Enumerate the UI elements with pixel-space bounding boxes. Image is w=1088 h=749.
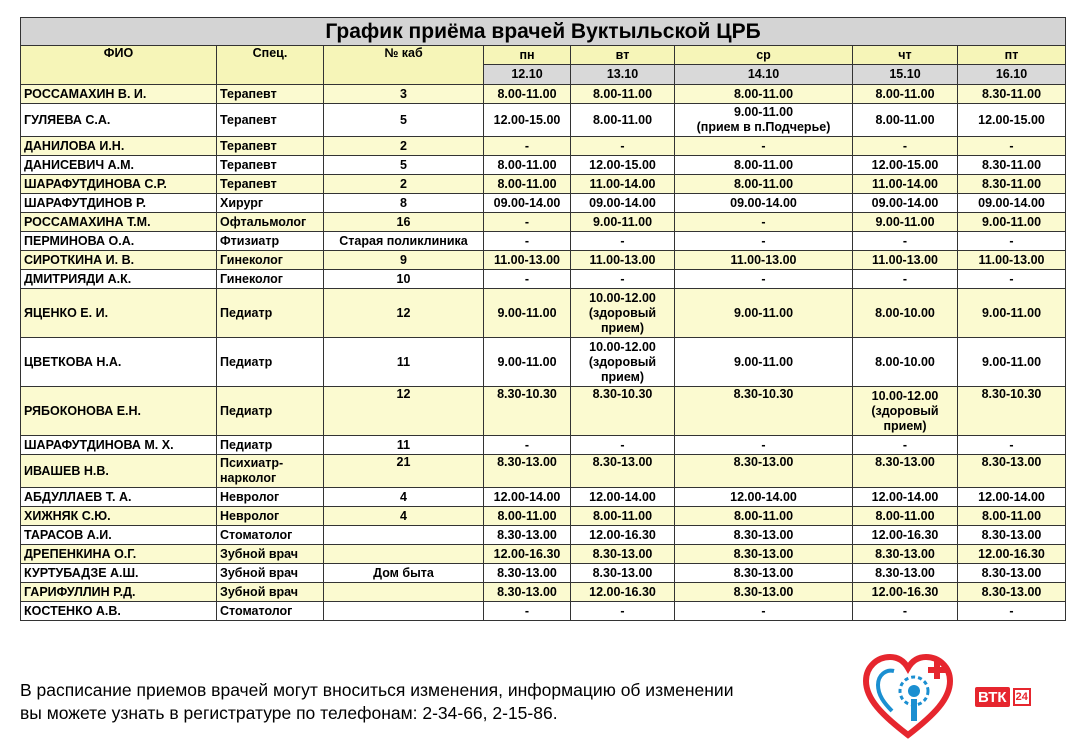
doctor-spec: Педиатр [217,436,324,455]
schedule-mon: - [484,137,571,156]
schedule-time: 10.00-12.00 [589,339,656,354]
doctor-spec [217,455,324,488]
schedule-thu: - [853,436,958,455]
doctor-cabinet: 16 [324,213,484,232]
doctor-name: РОССАМАХИН В. И. [21,85,217,104]
schedule-wed: 8.30-13.00 [675,564,853,583]
schedule-tue: 9.00-11.00 [571,213,675,232]
doctor-cabinet [324,545,484,564]
schedule-fri: 9.00-11.00 [958,289,1066,338]
doctor-name: ПЕРМИНОВА О.А. [21,232,217,251]
doctor-spec: Фтизиатр [217,232,324,251]
doctor-cabinet [324,526,484,545]
schedule-tue: - [571,232,675,251]
schedule-time: 10.00-12.00 [589,290,656,305]
schedule-tue: 12.00-15.00 [571,156,675,175]
header-date-mon: 12.10 [484,65,571,85]
header-fio: ФИО [21,46,217,85]
schedule-mon: 11.00-13.00 [484,251,571,270]
doctor-cabinet: 12 [324,387,484,436]
schedule-tue: - [571,436,675,455]
doctor-cabinet [324,583,484,602]
schedule-note: (здоровый [588,305,657,320]
schedule-thu: - [853,270,958,289]
doctor-spec: Терапевт [217,85,324,104]
schedule-tue: 11.00-13.00 [571,251,675,270]
doctor-spec: Терапевт [217,156,324,175]
header-date-thu: 15.10 [853,65,958,85]
schedule-mon: 8.30-13.00 [484,455,571,488]
table-row [21,289,1066,338]
schedule-tue: 12.00-16.30 [571,583,675,602]
schedule-thu: 8.30-13.00 [853,564,958,583]
schedule-wed: - [675,213,853,232]
schedule-tue: 8.30-10.30 [571,387,675,436]
doctor-name: ГУЛЯЕВА С.А. [21,104,217,137]
doctor-spec: Офтальмолог [217,213,324,232]
header-day-wed: ср [675,46,853,65]
schedule-tue: - [571,137,675,156]
doctor-name: КУРТУБАДЗЕ А.Ш. [21,564,217,583]
doctor-name: ГАРИФУЛЛИН Р.Д. [21,583,217,602]
doctor-name: ШАРАФУТДИНОВА С.Р. [21,175,217,194]
header-cab: № каб [324,46,484,85]
schedule-wed: - [675,232,853,251]
doctor-name: ИВАШЕВ Н.В. [21,455,217,488]
schedule-thu: 8.00-11.00 [853,104,958,137]
table-row [21,488,1066,507]
doctor-name: ЦВЕТКОВА Н.А. [21,338,217,387]
schedule-mon: 8.00-11.00 [484,175,571,194]
schedule-fri: - [958,137,1066,156]
schedule-wed: 8.00-11.00 [675,85,853,104]
doctor-spec: Зубной врач [217,583,324,602]
schedule-thu: 12.00-16.30 [853,583,958,602]
schedule-wed: 8.30-13.00 [675,455,853,488]
table-row [21,526,1066,545]
schedule-wed [675,104,853,137]
footer-note [20,679,840,725]
schedule-wed: 8.30-13.00 [675,526,853,545]
vtk24-logo [975,686,1031,708]
footer-line: вы можете узнать в регистратуре по телефонам: 2-34-66, 2-15-86. [20,703,558,723]
table-row [21,436,1066,455]
schedule-mon: - [484,270,571,289]
schedule-tue: 12.00-16.30 [571,526,675,545]
schedule-tue: - [571,270,675,289]
schedule-tue: 8.30-13.00 [571,455,675,488]
doctor-name: ШАРАФУТДИНОВА М. Х. [21,436,217,455]
doctor-cabinet: 5 [324,156,484,175]
doctor-name: АБДУЛЛАЕВ Т. А. [21,488,217,507]
schedule-wed: 8.00-11.00 [675,507,853,526]
schedule-wed: 8.00-11.00 [675,175,853,194]
schedule-thu: 12.00-16.30 [853,526,958,545]
doctor-spec: Гинеколог [217,270,324,289]
schedule-mon: 12.00-16.30 [484,545,571,564]
schedule-fri: - [958,270,1066,289]
schedule-mon: 8.00-11.00 [484,85,571,104]
schedule-thu: 8.30-13.00 [853,455,958,488]
doctor-cabinet: 3 [324,85,484,104]
hospital-heart-logo-icon [862,651,954,743]
vtk-number: 24 [1013,688,1031,706]
schedule-wed: - [675,270,853,289]
schedule-fri: - [958,232,1066,251]
schedule-mon: 8.30-13.00 [484,564,571,583]
doctor-cabinet: 5 [324,104,484,137]
schedule-mon: - [484,232,571,251]
doctor-name: ДРЕПЕНКИНА О.Г. [21,545,217,564]
doctor-cabinet: 11 [324,436,484,455]
schedule-tue: 09.00-14.00 [571,194,675,213]
header-spec: Спец. [217,46,324,85]
schedule-tue: 8.30-13.00 [571,564,675,583]
page-title: График приёма врачей Вуктыльской ЦРБ [21,18,1066,46]
schedule-fri: 8.30-13.00 [958,455,1066,488]
schedule-wed: 8.30-13.00 [675,583,853,602]
schedule-thu: 8.00-10.00 [853,289,958,338]
schedule-fri: 12.00-15.00 [958,104,1066,137]
table-row [21,213,1066,232]
schedule-fri: 09.00-14.00 [958,194,1066,213]
doctor-cabinet: 10 [324,270,484,289]
schedule-tue: 12.00-14.00 [571,488,675,507]
schedule-wed: 9.00-11.00 [675,289,853,338]
schedule-mon: 9.00-11.00 [484,289,571,338]
doctor-name: ДАНИСЕВИЧ А.М. [21,156,217,175]
schedule-note: прием) [883,418,927,433]
table-row [21,455,1066,488]
doctor-cabinet: 4 [324,488,484,507]
table-row [21,545,1066,564]
doctor-cabinet: 2 [324,137,484,156]
schedule-tue: 8.00-11.00 [571,85,675,104]
header-date-tue: 13.10 [571,65,675,85]
table-row [21,156,1066,175]
schedule-fri: 12.00-16.30 [958,545,1066,564]
table-row [21,175,1066,194]
doctor-spec: Невролог [217,507,324,526]
doctor-cabinet: 12 [324,289,484,338]
schedule-mon: 9.00-11.00 [484,338,571,387]
schedule-fri: 9.00-11.00 [958,338,1066,387]
doctor-name: СИРОТКИНА И. В. [21,251,217,270]
table-row [21,137,1066,156]
schedule-thu: 11.00-13.00 [853,251,958,270]
doctor-name: ЯЦЕНКО Е. И. [21,289,217,338]
schedule-wed: - [675,602,853,621]
schedule-thu: - [853,602,958,621]
doctor-spec: Терапевт [217,175,324,194]
schedule-thu: 9.00-11.00 [853,213,958,232]
doctor-spec: Хирург [217,194,324,213]
schedule-thu: - [853,232,958,251]
table-row [21,507,1066,526]
doctor-spec: Педиатр [217,289,324,338]
table-row [21,232,1066,251]
schedule-thu: 8.30-13.00 [853,545,958,564]
schedule-time: 9.00-11.00 [733,105,794,119]
spec-line: Психиатр- [220,456,284,470]
doctor-name: РЯБОКОНОВА Е.Н. [21,387,217,436]
schedule-wed: 09.00-14.00 [675,194,853,213]
doctor-cabinet: 9 [324,251,484,270]
schedule-thu: 8.00-11.00 [853,507,958,526]
schedule-thu: - [853,137,958,156]
header-day-tue: вт [571,46,675,65]
schedule-wed: - [675,137,853,156]
header-day-thu: чт [853,46,958,65]
doctor-cabinet [324,602,484,621]
schedule-thu [853,387,958,436]
schedule-fri: 9.00-11.00 [958,213,1066,232]
schedule-thu: 8.00-10.00 [853,338,958,387]
schedule-wed: 12.00-14.00 [675,488,853,507]
doctor-name: РОССАМАХИНА Т.М. [21,213,217,232]
schedule-fri: 8.30-11.00 [958,156,1066,175]
doctor-spec: Зубной врач [217,564,324,583]
doctor-name: ТАРАСОВ А.И. [21,526,217,545]
schedule-note: прием) [600,320,645,335]
doctor-cabinet: 21 [324,455,484,488]
schedule-thu: 12.00-14.00 [853,488,958,507]
schedule-mon: - [484,436,571,455]
schedule-mon: - [484,602,571,621]
table-row [21,194,1066,213]
schedule-mon: 8.00-11.00 [484,507,571,526]
doctor-cabinet: 2 [324,175,484,194]
schedule-fri: 8.30-13.00 [958,564,1066,583]
schedule-tue [571,338,675,387]
doctor-spec: Педиатр [217,387,324,436]
table-row [21,583,1066,602]
schedule-thu: 8.00-11.00 [853,85,958,104]
header-day-mon: пн [484,46,571,65]
table-row [21,251,1066,270]
doctor-spec: Педиатр [217,338,324,387]
doctor-name: ДАНИЛОВА И.Н. [21,137,217,156]
schedule-wed: - [675,436,853,455]
schedule-fri: 8.00-11.00 [958,507,1066,526]
schedule-mon: 8.30-10.30 [484,387,571,436]
doctor-spec: Терапевт [217,104,324,137]
header-date-fri: 16.10 [958,65,1066,85]
spec-line: нарколог [220,471,277,485]
doctor-spec: Стоматолог [217,602,324,621]
doctor-cabinet: Дом быта [324,564,484,583]
schedule-fri: - [958,436,1066,455]
schedule-mon: 8.30-13.00 [484,526,571,545]
schedule-tue: 8.30-13.00 [571,545,675,564]
schedule-note: прием) [600,369,645,384]
header-date-wed: 14.10 [675,65,853,85]
doctor-spec: Терапевт [217,137,324,156]
schedule-tue: 8.00-11.00 [571,507,675,526]
schedule-wed: 9.00-11.00 [675,338,853,387]
schedule-wed: 8.00-11.00 [675,156,853,175]
schedule-note: (здоровый [871,403,939,418]
table-row [21,85,1066,104]
doctor-name: КОСТЕНКО А.В. [21,602,217,621]
table-row [21,338,1066,387]
schedule-wed: 8.30-13.00 [675,545,853,564]
schedule-mon: - [484,213,571,232]
schedule-wed: 8.30-10.30 [675,387,853,436]
schedule-fri: - [958,602,1066,621]
schedule-mon: 09.00-14.00 [484,194,571,213]
table-row [21,387,1066,436]
table-row [21,270,1066,289]
doctor-name: ШАРАФУТДИНОВ Р. [21,194,217,213]
table-row [21,564,1066,583]
schedule-tue: 11.00-14.00 [571,175,675,194]
schedule-mon: 12.00-15.00 [484,104,571,137]
schedule-tue [571,289,675,338]
schedule-tue: 8.00-11.00 [571,104,675,137]
vtk-letters: ВТК [975,687,1010,707]
schedule-table [20,17,1066,621]
schedule-mon: 8.00-11.00 [484,156,571,175]
doctor-cabinet: 11 [324,338,484,387]
schedule-fri: 8.30-11.00 [958,175,1066,194]
schedule-fri: 12.00-14.00 [958,488,1066,507]
schedule-wed: 11.00-13.00 [675,251,853,270]
doctor-name: ДМИТРИЯДИ А.К. [21,270,217,289]
schedule-tue: - [571,602,675,621]
table-row [21,104,1066,137]
schedule-fri: 8.30-13.00 [958,583,1066,602]
footer-line: В расписание приемов врачей могут вноситься изменения, информацию об изменении [20,680,734,700]
schedule-thu: 12.00-15.00 [853,156,958,175]
doctor-name: ХИЖНЯК С.Ю. [21,507,217,526]
schedule-fri: 11.00-13.00 [958,251,1066,270]
doctor-spec: Зубной врач [217,545,324,564]
doctor-cabinet: 4 [324,507,484,526]
schedule-thu: 09.00-14.00 [853,194,958,213]
header-day-fri: пт [958,46,1066,65]
schedule-time: 10.00-12.00 [871,388,939,403]
doctor-cabinet: 8 [324,194,484,213]
schedule-thu: 11.00-14.00 [853,175,958,194]
schedule-fri: 8.30-11.00 [958,85,1066,104]
doctor-spec: Невролог [217,488,324,507]
schedule-fri: 8.30-13.00 [958,526,1066,545]
doctor-spec: Гинеколог [217,251,324,270]
schedule-fri: 8.30-10.30 [958,387,1066,436]
doctor-spec: Стоматолог [217,526,324,545]
table-row [21,602,1066,621]
schedule-note: (прием в п.Подчерье) [696,120,831,134]
schedule-mon: 8.30-13.00 [484,583,571,602]
schedule-note: (здоровый [588,354,657,369]
schedule-mon: 12.00-14.00 [484,488,571,507]
doctor-cabinet: Старая поликлиника [324,232,484,251]
